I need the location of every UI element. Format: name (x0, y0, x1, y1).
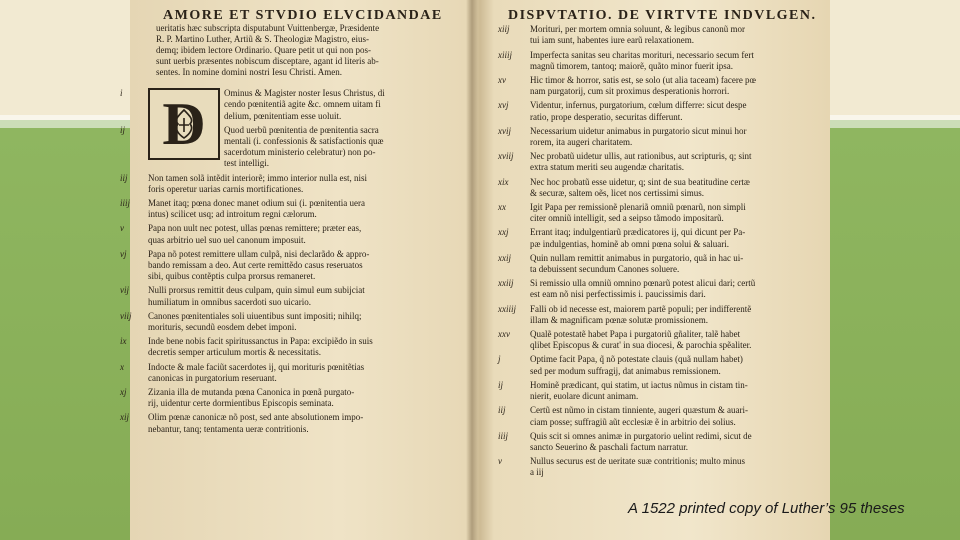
thesis-line: nam purgatorij, cum sit proximus desperationis horrori. (530, 86, 730, 97)
slide-caption: A 1522 printed copy of Luther’s 95 theses (628, 500, 905, 517)
thesis-item (120, 172, 453, 195)
thesis-line: Hic timor & horror, satis est, se solo (ut alia taceam) facere pœ (530, 75, 757, 86)
thesis-line: sed per modum suffragij, dat animabus remissionem. (530, 365, 721, 376)
thesis-line: Videntur, infernus, purgatorium, cœlum differre: sicut despe (530, 100, 747, 111)
thesis-item (500, 304, 822, 326)
thesis-line: extra statum meriti seu augendæ charitatis. (530, 162, 684, 173)
thesis-line: quas arbitrio uel suo uel canonum imposuit. (148, 234, 306, 245)
thesis-number: xij (120, 412, 129, 423)
thesis-line: Necessarium uidetur animabus in purgatorio sicut minui hor (530, 125, 747, 136)
thesis-line: Si remissio ulla omniũ omnino pœnarũ potest alicui dari; certũ (530, 278, 756, 289)
thesis-item (120, 198, 453, 220)
thesis-text (500, 202, 822, 224)
thesis-line: canonicas in purgatorium reseruant. (148, 372, 277, 383)
thesis-text (500, 50, 822, 72)
thesis-line: morituris, secundũ eosdem debet imponi. (148, 322, 297, 333)
thesis-line: decretis semper articulum mortis & necessitatis. (148, 347, 321, 358)
thesis-number: vj (120, 248, 127, 259)
thesis-text (500, 151, 822, 173)
thesis-item (500, 278, 822, 300)
thesis-line: Morituri, per mortem omnia soluunt, & legibus canonũ mor (530, 24, 745, 35)
thesis-item (120, 336, 453, 358)
thesis-line: Certũ est nũmo in cistam tinniente, augeri quæstum & auari- (530, 405, 748, 416)
thesis-number: iiij (498, 430, 509, 441)
thesis-text (500, 354, 822, 376)
thesis-item (500, 100, 822, 122)
thesis-line: Errant itaq; indulgentiarũ prædicatores ij, qui dicunt per Pa- (530, 227, 746, 238)
thesis-number: xx (498, 202, 506, 213)
thesis-text (500, 24, 822, 46)
thesis-line: Qualẽ potestatẽ habet Papa i purgatoriũ gñaliter, talẽ habet (530, 329, 741, 340)
intro-line: demq; ibidem lectore Ordinario. Quare petit ut qui non pos- (156, 45, 371, 56)
thesis-item (120, 361, 453, 384)
thesis-number: xiiij (498, 49, 512, 60)
thesis-line: Quin nullam remittit animabus in purgatorio, quã in hac ui- (530, 252, 744, 263)
thesis-line: Igit Papa per remissionẽ plenariã omniũ pœnarũ, non simpli (530, 202, 746, 213)
thesis-number: iiij (120, 198, 131, 209)
intro-line: ueritatis hæc subscripta disputabunt Vuittenbergæ, Præsidente (156, 23, 380, 34)
right-page-heading: DISPVTATIO. DE VIRTVTE INDVLGEN. (508, 8, 817, 23)
thesis-line: rorem, ita augeri charitatem. (530, 137, 633, 148)
thesis-text (500, 456, 822, 478)
thesis-number: xix (498, 176, 509, 187)
thesis-line: mentali (i. confessionis & satisfactionis quæ (224, 136, 384, 147)
thesis-line: magnũ timorem, tantoq; maiorẽ, quãto minor fuerit ipsa. (530, 60, 733, 71)
thesis-line: Nec probatũ uidetur ullis, aut rationibus, aut scripturis, q; sint (530, 151, 752, 162)
intro-line: sunt uerbis præsentes nobiscum disceptare, agant id literis ab- (156, 56, 379, 67)
thesis-number: vij (120, 285, 129, 296)
thesis-number: i (120, 88, 123, 99)
left-page-heading: AMORE ET STVDIO ELVCIDANDAE (163, 8, 443, 23)
thesis-text (500, 75, 822, 97)
thesis-line: Manet itaq; pœna donec manet odium sui (i. pœnitentia uera (148, 198, 365, 209)
thesis-line: sibi, quibus contẽptis culpa prorsus remaneret. (148, 271, 316, 282)
thesis-line: Papa nõ potest remittere ullam culpã, nisi declarãdo & appro- (148, 248, 370, 259)
thesis-text (500, 329, 822, 351)
thesis-number: xvj (498, 100, 509, 111)
thesis-number: xxv (498, 329, 510, 340)
thesis-line: Inde bene nobis facit spiritussanctus in Papa: excipiẽdo in suis (148, 336, 373, 347)
thesis-item (120, 285, 453, 307)
thesis-item (500, 405, 822, 427)
thesis-text (500, 253, 822, 275)
right-theses-list (500, 24, 822, 478)
thesis-item (500, 253, 822, 275)
thesis-line: nebantur, tanq; tentamenta ueræ contritionis. (148, 423, 309, 434)
book-gutter (466, 0, 478, 540)
thesis-number: x (120, 361, 124, 372)
thesis-line: cendo pœnitentiã agite &c. omnem uitam fi (224, 99, 381, 110)
thesis-item (120, 412, 453, 434)
intro-line: sentes. In nomine domini nostri Iesu Christi. Amen. (156, 67, 342, 78)
thesis-text (148, 198, 453, 220)
thesis-number: xxij (498, 252, 511, 263)
thesis-line: Indocte & male faciũt sacerdotes ij, qui morituris pœnitẽtias (148, 361, 365, 372)
thesis-text (148, 412, 453, 434)
thesis-text (148, 125, 453, 170)
intro-paragraph (148, 23, 453, 78)
thesis-text (500, 177, 822, 199)
thesis-number: iij (498, 405, 506, 416)
thesis-text (500, 100, 822, 122)
thesis-line: nierit, euolare dicunt animam. (530, 391, 639, 402)
thesis-line: Nullus securus est de ueritate suæ contritionis; multo minus (530, 456, 745, 467)
initial-letter: D (162, 91, 206, 158)
thesis-line: Zizania illa de mutanda pœna Canonica in pœnã purgato- (148, 387, 355, 398)
thesis-line: Imperfecta sanitas seu charitas morituri, necessario secum fert (530, 49, 754, 60)
thesis-item (500, 227, 822, 249)
thesis-line: & securæ, saltem oẽs, licet nos certissimi simus. (530, 187, 704, 198)
thesis-line: a iij (530, 467, 544, 478)
thesis-line: tui iam sunt, habentes iure earũ relaxationem. (530, 35, 694, 46)
thesis-item (120, 124, 453, 170)
left-theses-list (120, 88, 453, 435)
thesis-number: xxiij (498, 278, 514, 289)
thesis-line: bando remissam a deo. Aut certe remittẽdo casus reseruatos (148, 260, 363, 271)
intro-line: R. P. Martino Luther, Artiũ & S. Theologiæ Magistro, eius- (156, 34, 369, 45)
thesis-line: intus) scilicet usq; ad introitum regni cælorum. (148, 209, 317, 220)
thesis-line: est eam nõ nisi perfectissimis i. paucissimis dari. (530, 289, 706, 300)
right-page (500, 0, 822, 540)
thesis-line: delium, pœnitentiam esse uoluit. (224, 110, 342, 121)
thesis-item (500, 380, 822, 402)
thesis-line: pæ indulgentias, hominẽ ab omni pœna solui & saluari. (530, 238, 729, 249)
thesis-text (500, 431, 822, 453)
thesis-line: humiliatum in omnibus sacerdoti suo uicario. (148, 296, 311, 307)
thesis-line: Quis scit si omnes animæ in purgatorio uelint redimi, sicut de (530, 430, 752, 441)
thesis-item (500, 24, 822, 46)
thesis-number: iij (120, 172, 128, 183)
thesis-line: Ominus & Magister noster Iesus Christus, di (224, 88, 385, 99)
thesis-line: Papa non uult nec potest, ullas pœnas remittere; præter eas, (148, 223, 362, 234)
thesis-item (500, 329, 822, 351)
thesis-line: sacerdotum ministerio celebratur) non po- (224, 147, 376, 158)
thesis-item (500, 50, 822, 72)
thesis-number: ix (120, 336, 127, 347)
thesis-item (500, 151, 822, 173)
thesis-text (148, 249, 453, 283)
thesis-line: Olim pœnæ canonicæ nõ post, sed ante absolutionem impo- (148, 412, 364, 423)
thesis-text (500, 304, 822, 326)
thesis-number: xj (120, 387, 127, 398)
thesis-line: Optime facit Papa, q̃ nõ potestate clauis (quã nullam habet) (530, 354, 743, 365)
thesis-line: Quod uerbũ pœnitentia de pœnitentia sacra (224, 124, 379, 135)
thesis-number: xxj (498, 227, 509, 238)
thesis-item (500, 177, 822, 199)
thesis-number: xviij (498, 151, 514, 162)
thesis-number: ij (498, 379, 504, 390)
thesis-item (120, 223, 453, 245)
thesis-number: xvij (498, 125, 511, 136)
thesis-number: xv (498, 75, 506, 86)
thesis-text (148, 362, 453, 384)
thesis-line: illam & magnificam pœnæ solutæ promissionem. (530, 314, 708, 325)
thesis-number: xiij (498, 24, 510, 35)
thesis-line: Falli ob id necesse est, maiorem partẽ populi; per indifferentẽ (530, 303, 752, 314)
thesis-line: test intelligi. (224, 158, 269, 169)
thesis-line: qlibet Episcopus & curat' in sua diocesi, & parochia spẽaliter. (530, 340, 752, 351)
thesis-line: Hominẽ prædicant, qui statim, ut iactus nũmus in cistam tin- (530, 379, 748, 390)
thesis-item (500, 456, 822, 478)
thesis-line: Canones pœnitentiales soli uiuentibus sunt impositi; nihilq; (148, 310, 362, 321)
thesis-item (120, 310, 453, 333)
thesis-line: ratio, prope desperatio, securitas differunt. (530, 111, 683, 122)
thesis-item (500, 75, 822, 97)
thesis-line: Nec hoc probatũ esse uidetur, q; sint de sua beatitudine certæ (530, 176, 750, 187)
thesis-item (120, 248, 453, 283)
thesis-text (148, 173, 453, 195)
thesis-text (500, 278, 822, 300)
thesis-number: v (498, 456, 502, 467)
thesis-number: ij (120, 124, 126, 135)
thesis-number: j (498, 354, 501, 365)
thesis-line: citer omniũ intelligit, sed a seipso tãmodo impositarũ. (530, 213, 724, 224)
thesis-line: ciam posse; suffragiũ aũt ecclesiæ ẽ in arbitrio dei solius. (530, 416, 736, 427)
thesis-line: sancto Seuerino & paschali factum narratur. (530, 441, 688, 452)
thesis-line: foris operetur uarias carnis mortificationes. (148, 183, 304, 194)
thesis-line: rij, uidentur certe dormientibus Episcopis seminata. (148, 398, 334, 409)
thesis-text (148, 387, 453, 409)
left-page (120, 0, 453, 540)
thesis-text (148, 223, 453, 245)
thesis-line: ta debuissent secundum Canones soluere. (530, 264, 680, 275)
thesis-text (500, 227, 822, 249)
thesis-text (500, 126, 822, 148)
thesis-line: Nulli prorsus remittit deus culpam, quin simul eum subijciat (148, 285, 365, 296)
thesis-text (148, 311, 453, 333)
thesis-item (500, 202, 822, 224)
thesis-text (500, 405, 822, 427)
thesis-item (120, 387, 453, 409)
thesis-number: v (120, 223, 124, 234)
thesis-line: Non tamen solã intẽdit interiorẽ; immo interior nulla est, nisi (148, 172, 367, 183)
thesis-text (148, 285, 453, 307)
thesis-number: viij (120, 310, 132, 321)
thesis-item (500, 431, 822, 453)
thesis-text (500, 380, 822, 402)
thesis-item (500, 126, 822, 148)
thesis-number: xxiiij (498, 303, 516, 314)
thesis-text (148, 336, 453, 358)
thesis-item (500, 354, 822, 376)
